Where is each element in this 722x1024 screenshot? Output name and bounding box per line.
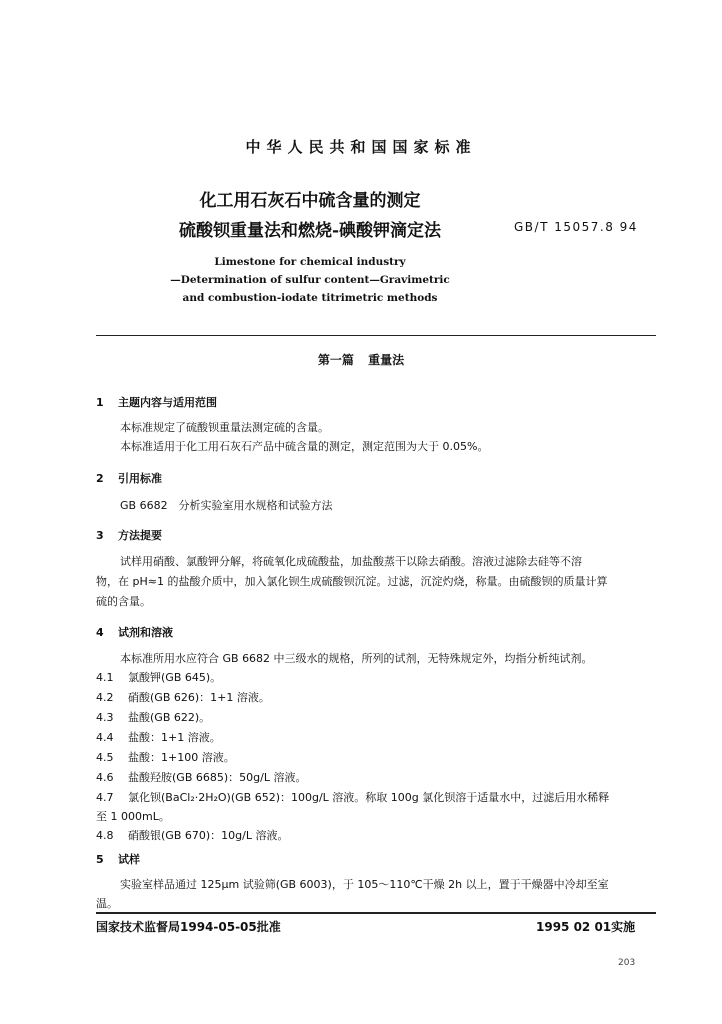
item-text: 盐酸：1+100 溶液。 [128,751,235,764]
section-heading-4 [96,624,173,640]
english-title-line-3: and combustion-iodate titrimetric methods [182,292,438,304]
list-item [96,669,221,685]
paragraph: 实验室样品通过 125μm 试验筛(GB 6003)，于 105～110℃干燥 2h 以上，置于干燥器中冷却至室 [120,878,609,891]
national-standard-title: 中华人民共和国国家标准 [245,138,477,156]
paragraph: 本标准规定了硫酸钡重量法测定硫的含量。 [120,421,329,434]
item-text: 硝酸(GB 626)：1+1 溶液。 [128,691,270,704]
item-number: 4.6 [96,771,114,784]
section-title: 试剂和溶液 [118,626,173,639]
section-number: 5 [96,853,104,866]
item-number: 4.1 [96,671,114,684]
paragraph: 温。 [96,897,118,910]
item-text: 氯酸钾(GB 645)。 [128,671,222,684]
section-title: 试样 [118,853,140,866]
section-number: 2 [96,472,104,485]
part-title: 第一篇 重量法 [317,353,405,367]
item-number: 4.3 [96,711,114,724]
section-title: 引用标准 [118,472,162,485]
standard-number: GB/T 15057.8 94 [514,220,638,234]
list-item [96,749,235,765]
list-item [96,709,210,725]
item-number: 4.5 [96,751,114,764]
list-item [96,689,270,705]
english-title-line-2: —Determination of sulfur content—Gravimetric [170,274,450,286]
section-title: 方法提要 [118,529,162,542]
section-heading-1 [96,394,217,410]
list-item [96,789,609,805]
header-divider [96,335,656,336]
paragraph: 本标准所用水应符合 GB 6682 中三级水的规格，所列的试剂，无特殊规定外，均指分析纯试剂。 [120,652,593,665]
page-number: 203 [618,958,636,968]
item-number: 4.7 [96,791,114,804]
item-text: 盐酸羟胺(GB 6685)：50g/L 溶液。 [128,771,307,784]
approval-line: 国家技术监督局1994-05-05批准 [96,920,281,934]
item-text: 盐酸：1+1 溶液。 [128,731,221,744]
section-number: 4 [96,626,104,639]
item-number: 4.2 [96,691,114,704]
paragraph: 本标准适用于化工用石灰石产品中硫含量的测定，测定范围为大于 0.05%。 [120,440,489,453]
main-title-line-1: 化工用石灰石中硫含量的测定 [199,191,421,211]
section-title: 主题内容与适用范围 [118,396,217,409]
english-title-line-1: Limestone for chemical industry [214,256,406,268]
list-item [96,827,288,843]
section-heading-2 [96,470,162,486]
item-text: 盐酸(GB 622)。 [128,711,211,724]
paragraph: 物，在 pH≈1 的盐酸介质中，加入氯化钡生成硫酸钡沉淀。过滤，沉淀灼烧，称量。由硫酸钡的质量计算 [96,575,608,588]
section-heading-5 [96,851,140,867]
item-text: 氯化钡(BaCl₂·2H₂O)(GB 652)：100g/L 溶液。称取 100g 氯化钡溶于适量水中，过滤后用水稀释 [128,791,610,804]
item-number: 4.8 [96,829,114,842]
list-item [96,729,221,745]
paragraph: GB 6682 分析实验室用水规格和试验方法 [120,499,333,512]
main-title-line-2: 硫酸钡重量法和燃烧-碘酸钾滴定法 [178,221,442,241]
paragraph: 试样用硝酸、氯酸钾分解，将硫氧化成硫酸盐，加盐酸蒸干以除去硝酸。溶液过滤除去硅等不溶 [120,555,582,568]
implementation-date: 1995 02 01实施 [536,920,636,934]
item-text: 至 1 000mL。 [96,810,170,823]
section-number: 3 [96,529,104,542]
list-item [96,769,306,785]
item-number: 4.4 [96,731,114,744]
paragraph: 硫的含量。 [96,595,151,608]
footer-divider [96,912,656,914]
list-item-continuation [96,808,170,824]
item-text: 硝酸银(GB 670)：10g/L 溶液。 [128,829,289,842]
section-heading-3 [96,527,162,543]
section-number: 1 [96,396,104,409]
